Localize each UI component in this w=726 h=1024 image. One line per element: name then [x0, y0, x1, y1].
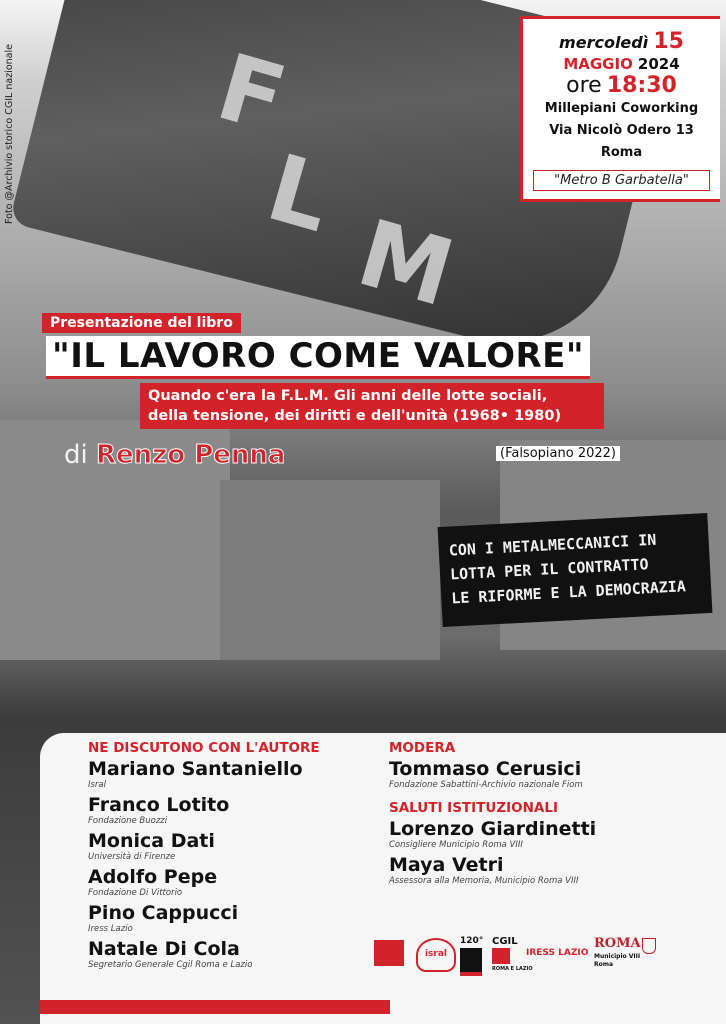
- flag-letter-m: M: [347, 199, 465, 328]
- moderator-column: [389, 740, 596, 890]
- speakers-heading: NE DISCUTONO CON L'AUTORE: [88, 740, 320, 756]
- greetings-heading: SALUTI ISTITUZIONALI: [389, 800, 558, 816]
- flag-letter-l: L: [256, 133, 343, 254]
- speaker-affiliation: Isral: [88, 780, 107, 790]
- flag-letter-f: F: [206, 33, 297, 154]
- presentation-label: Presentazione del libro: [42, 313, 241, 333]
- moderator-heading: MODERA: [389, 740, 456, 756]
- sign-line: LE RIFORME E LA DEMOCRAZIA: [450, 577, 687, 608]
- author-by: di: [64, 440, 88, 470]
- roma-logo: ROMA: [594, 936, 641, 951]
- event-city: Roma: [600, 145, 643, 160]
- protest-sign: [438, 513, 713, 627]
- speaker-name: Mariano Santaniello: [88, 758, 303, 780]
- speaker-name: Pino Cappucci: [88, 902, 239, 924]
- publisher: (Falsopiano 2022): [496, 446, 620, 461]
- moderator-affiliation: Fondazione Sabattini-Archivio nazionale Fiom: [389, 780, 583, 790]
- event-address: Via Nicolò Odero 13: [549, 123, 694, 138]
- sponsor-logos: [374, 936, 674, 976]
- speaker-affiliation: Fondazione Buozzi: [88, 816, 168, 826]
- event-metro: "Metro B Garbatella": [533, 170, 710, 191]
- subtitle-line: Quando c'era la F.L.M. Gli anni delle lotte sociali,: [148, 388, 548, 404]
- greeting-name: Maya Vetri: [389, 854, 504, 876]
- sign-line: CON I METALMECCANICI IN: [448, 530, 657, 560]
- building-center: [220, 480, 440, 660]
- book-title: "IL LAVORO COME VALORE": [46, 336, 590, 379]
- speaker-name: Monica Dati: [88, 830, 215, 852]
- event-venue: Millepiani Coworking: [544, 101, 699, 116]
- roma-sub: Municipio VIII: [594, 953, 641, 960]
- cgil-mark-icon: [492, 948, 510, 964]
- speaker-affiliation: Segretario Generale Cgil Roma e Lazio: [88, 960, 253, 970]
- bottom-red-bar: [40, 1000, 390, 1014]
- book-subtitle: [140, 383, 604, 429]
- event-time: 18:30: [606, 73, 677, 98]
- red-logo-icon: [374, 940, 404, 966]
- event-ore-label: ore: [566, 73, 602, 98]
- author-name: Renzo Penna: [96, 440, 286, 470]
- sign-line: LOTTA PER IL CONTRATTO: [449, 555, 649, 584]
- speakers-column: [88, 740, 320, 974]
- event-info-box: [520, 16, 720, 202]
- event-weekday: mercoledì: [559, 33, 649, 52]
- greeting-name: Lorenzo Giardinetti: [389, 818, 597, 840]
- greeting-affiliation: Assessora alla Memoria, Municipio Roma VIII: [389, 876, 579, 886]
- cgil-sub: ROMA E LAZIO: [492, 966, 533, 972]
- photo-credit: Foto @Archivio storico CGIL nazionale: [4, 44, 15, 224]
- greeting-affiliation: Consigliere Municipio Roma VIII: [389, 840, 523, 850]
- iress-logo: IRESS LAZIO: [526, 948, 589, 958]
- speaker-name: Natale Di Cola: [88, 938, 240, 960]
- speaker-affiliation: Università di Firenze: [88, 852, 176, 862]
- cgil-120-mark-icon: [460, 948, 482, 976]
- speaker-affiliation: Iress Lazio: [88, 924, 133, 934]
- speaker-name: Franco Lotito: [88, 794, 230, 816]
- event-month: MAGGIO: [563, 55, 633, 73]
- isral-logo: isral: [416, 938, 456, 972]
- cgil-120-logo: 120°: [460, 936, 484, 946]
- cgil-logo: CGIL: [492, 936, 518, 947]
- speaker-name: Adolfo Pepe: [88, 866, 218, 888]
- event-year: 2024: [637, 55, 680, 73]
- roma-shield-icon: [642, 938, 656, 954]
- subtitle-line: della tensione, dei diritti e dell'unità (1968• 1980): [148, 408, 562, 424]
- moderator-name: Tommaso Cerusici: [389, 758, 582, 780]
- author-line: [64, 440, 285, 470]
- roma-sub: Roma: [594, 961, 614, 968]
- event-day: 15: [653, 29, 684, 54]
- speaker-affiliation: Fondazione Di Vittorio: [88, 888, 183, 898]
